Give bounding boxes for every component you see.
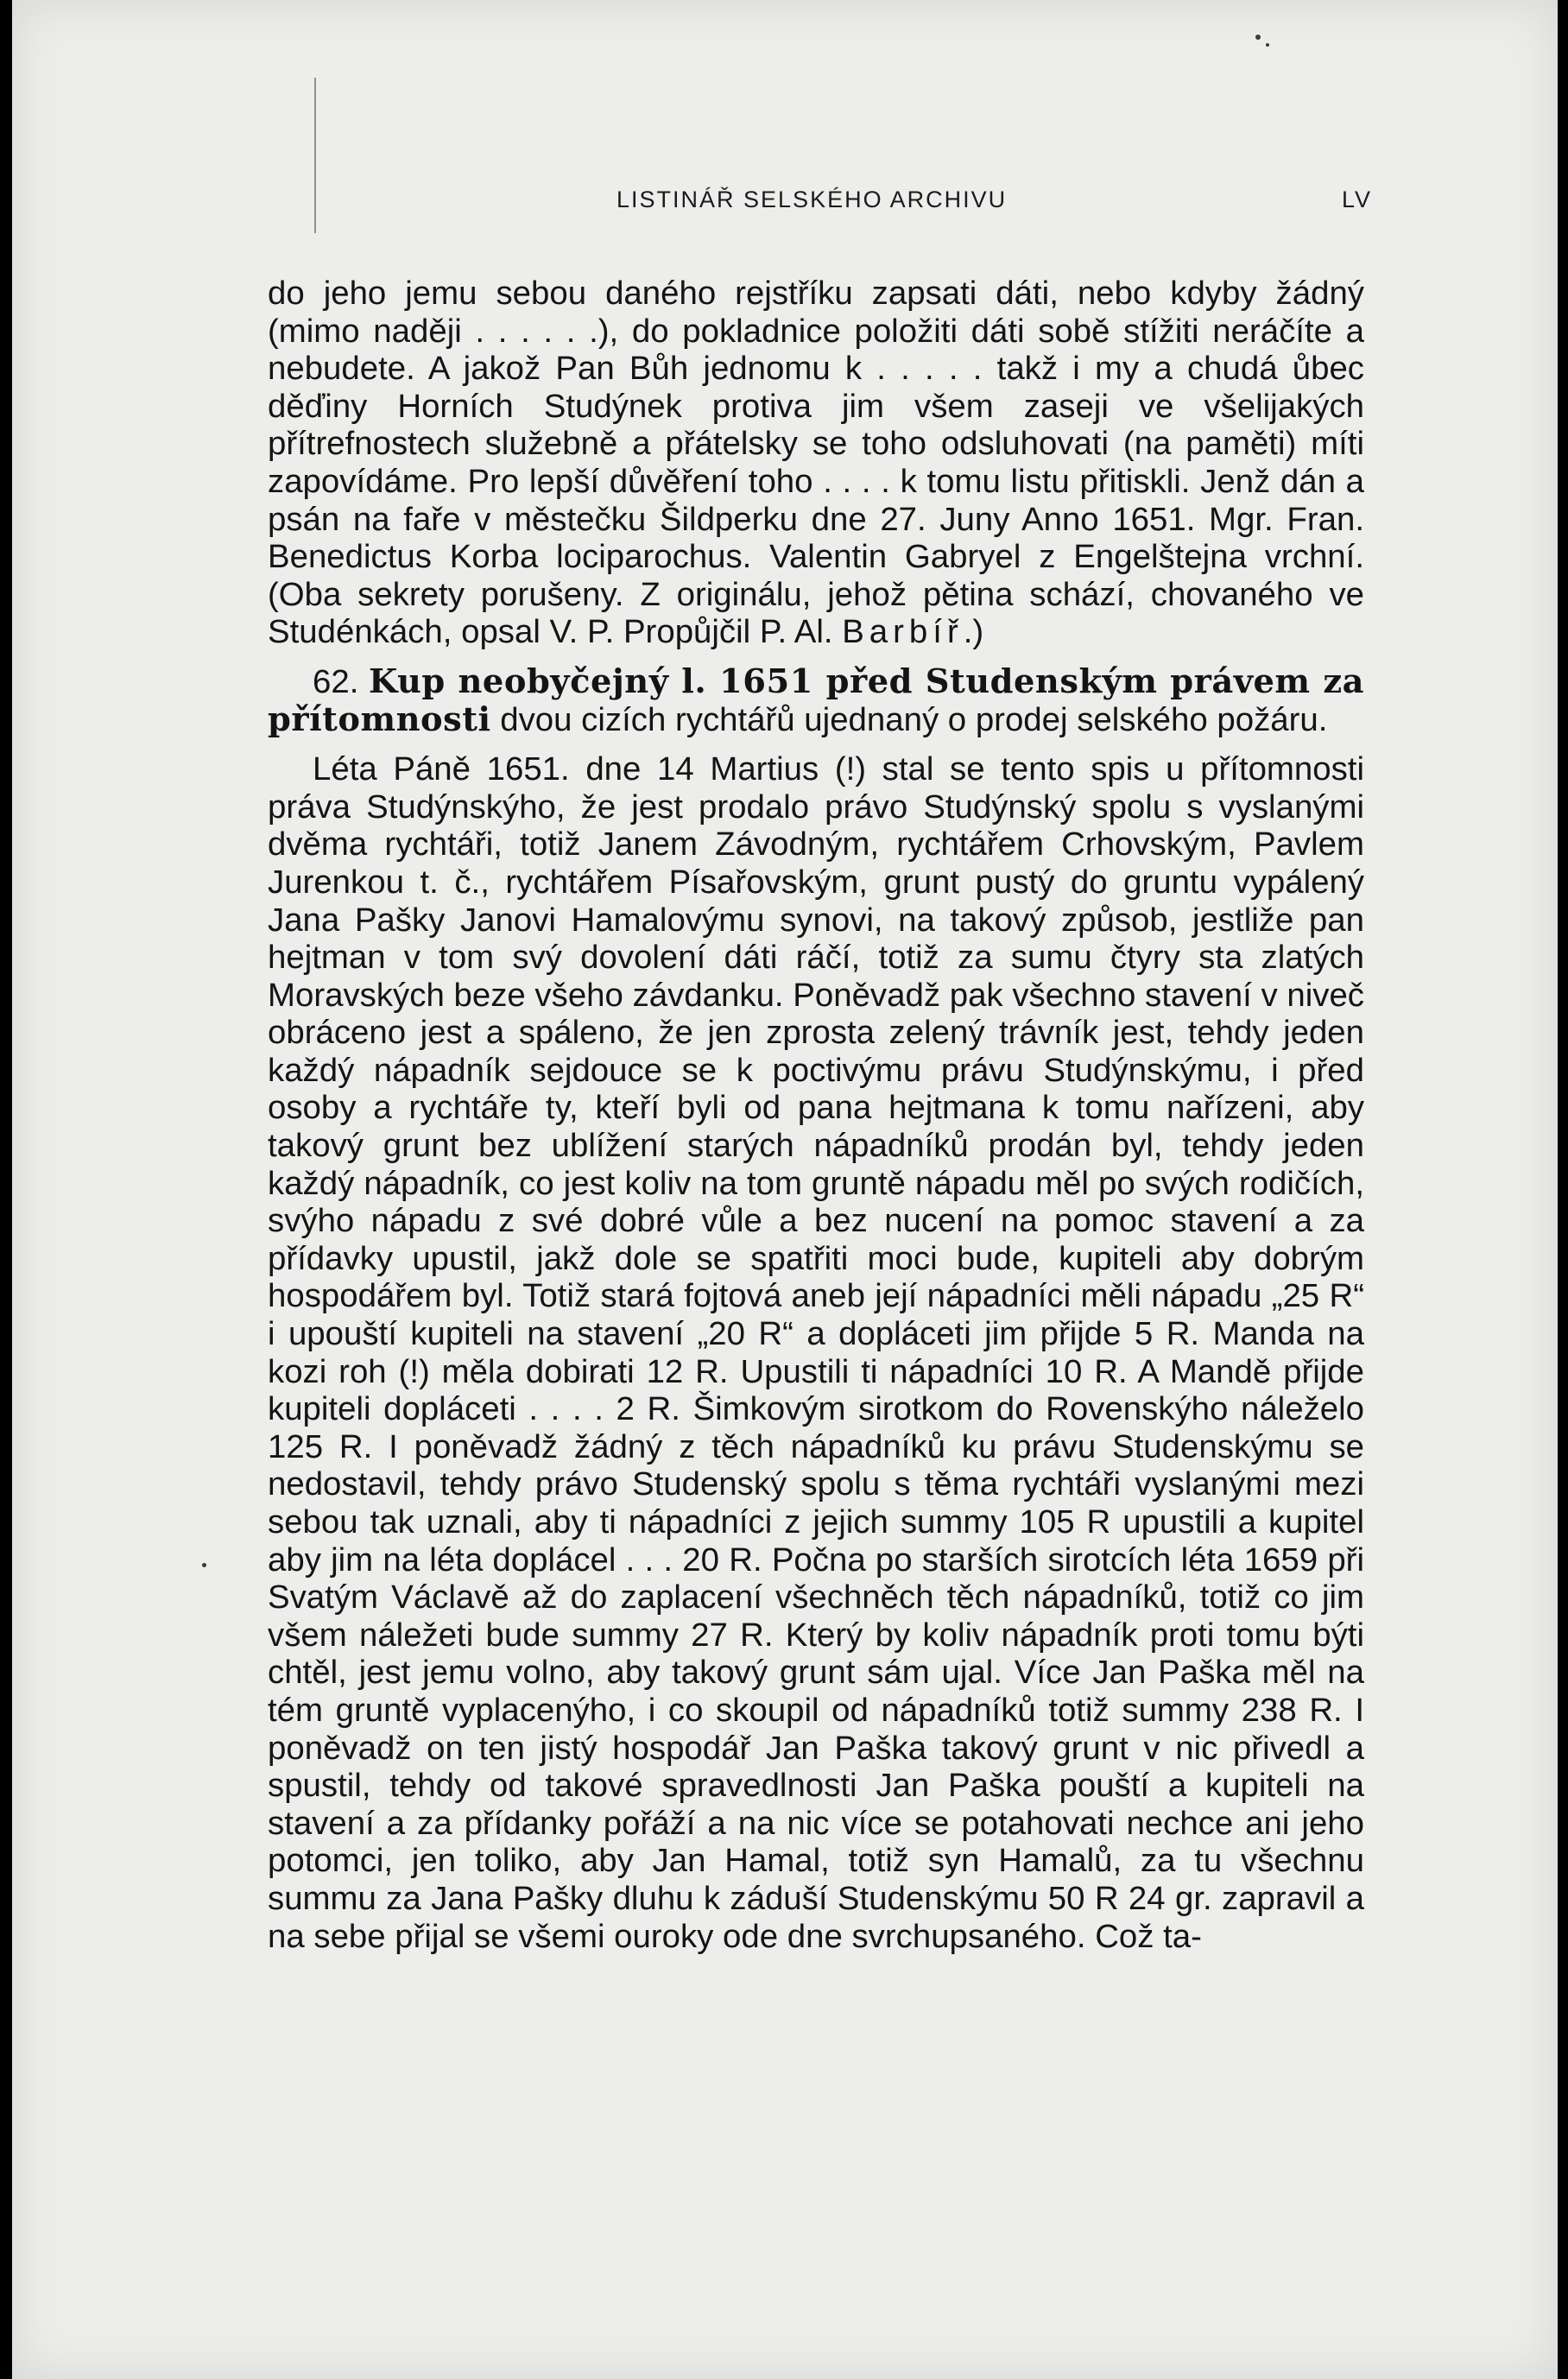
paragraph-main: Léta Páně 1651. dne 14 Martius (!) stal se tento spis u přítomnosti práva Studýnskýho, že jest prodalo právo Studýnský spolu s vyslanými dvěma rychtáři, totiž Janem Závodným, rychtářem Crhovským, Pavlem Jurenkou t. č., rychtářem Písařovským, grunt pustý do gruntu vypálený Jana Pašky Janovi Hamalovýmu synovi, na takový způsob, jestliže pan hejtman v tom svý dovolení dáti ráčí, totiž za sumu čtyry sta zlatých Moravských beze všeho závdanku. Poněvadž pak všechno stavení v niveč obráceno jest a spáleno, že jen zprosta zelený trávník jest, tehdy jeden každý nápadník sejdouce se k poctivýmu právu Studýnskýmu, i před osoby a rychtáře ty, kteří byli od pana hejtmana k tomu nařízeni, aby takový grunt bez ublížení starých nápadníků prodán byl, tehdy jeden každý nápadník, co jest koliv na tom gruntě nápadu měl po svých rodičích, svýho nápadu z své dobré vůle a bez nucení na pomoc stavení a za přídavky upustil, jakž dole se spatřiti moci bude, kupiteli aby dobrým hospodářem byl. Totiž stará fojtová aneb její nápadníci měli nápadu „25 R“ i upouští kupiteli na stavení „20 R“ a dopláceti jim přijde 5 R. Manda na kozi roh (!) měla dobirati 12 R. Upustili ti nápadníci 10 R. A Mandě přijde kupiteli dopláceti . . . . 2 R. Šimkovým sirotkom do Rovenskýho náleželo 125 R. I poněvadž žádný z těch nápadníků ku právu Studenskýmu se nedostavil, tehdy právo Studenský spolu s těma rychtáři vyslanými mezi sebou tak uznali, aby ti nápadníci z jejich summy 105 R upustili a kupitel aby jim na léta doplácel . . . 20 R. Počna po starších sirotcích léta 1659 při Svatým Václavě až do zaplacení všechněch těch nápadníků, totiž co jim všem náležeti bude summy 27 R. Který by koliv nápadník proti tomu býti chtěl, jest jemu volno, aby takový grunt sám ujal. Více Jan Paška měl na tém gruntě vyplacenýho, i co skoupil od nápadníků totiž summy 238 R. I poněvadž on ten jistý hospodář Jan Paška takový grunt v nic přivedl a spustil, tehdy od takové spravedlnosti Jan Paška pouští a kupiteli na stavení a za přídanky pořáží a na nic více se potahovati nechce ani jeho potomci, jen toliko, aby Jan Hamal, totiž syn Hamalů, za tu všechnu summu za Jana Pašky dluhu k záduší Studenskýmu 50 R 24 gr. zapravil a na sebe přijal se všemi ouroky ode dne svrchupsaného. Což ta- [268, 750, 1364, 1955]
heading-blackletter: Kup neobyčejný l. 1651 před Studenským právem za přítomnosti [268, 661, 1364, 739]
paragraph-end: .) [963, 613, 984, 651]
print-speck [1255, 35, 1261, 40]
heading-rest: dvou cizích rychtářů ujednaný o prodej selského požáru. [500, 700, 1328, 738]
book-page [12, 0, 1558, 2379]
document-heading [268, 663, 1364, 738]
heading-number: 62. [313, 662, 359, 700]
paragraph-continuation [268, 275, 1364, 651]
author-name: Barbíř [842, 613, 964, 651]
body-text [268, 275, 1364, 1955]
page-number: LV [1341, 187, 1372, 212]
running-header [271, 180, 1372, 223]
running-title: LISTINÁŘ SELSKÉHO ARCHIVU [616, 187, 1008, 212]
print-speck [202, 1563, 206, 1567]
print-speck [1266, 43, 1269, 47]
paragraph-text: do jeho jemu sebou daného rejstříku zapsati dáti, nebo kdyby žádný (mimo naději . . . . . .), do pokladnice položiti dáti sobě stížiti neráčíte a nebudete. A jakož Pan Bůh jednomu k . . . . . takž i my a chudá ůbec děďiny Horních Studýnek protiva jim všem zaseji ve všelijakých přítrefnostech služebně a přátelsky se toho odsluhovati (na paměti) míti zapovídáme. Pro lepší důvěření toho . . . . k tomu listu přitiskli. Jenž dán a psán na faře v městečku Šildperku dne 27. Juny Anno 1651. Mgr. Fran. Benedictus Korba lociparochus. Valentin Gabryel z Engelštejna vrchní. (Oba sekrety porušeny. Z originálu, jehož pětina schází, chovaného ve Studénkách, opsal V. P. Propůjčil P. Al. [268, 275, 1364, 651]
